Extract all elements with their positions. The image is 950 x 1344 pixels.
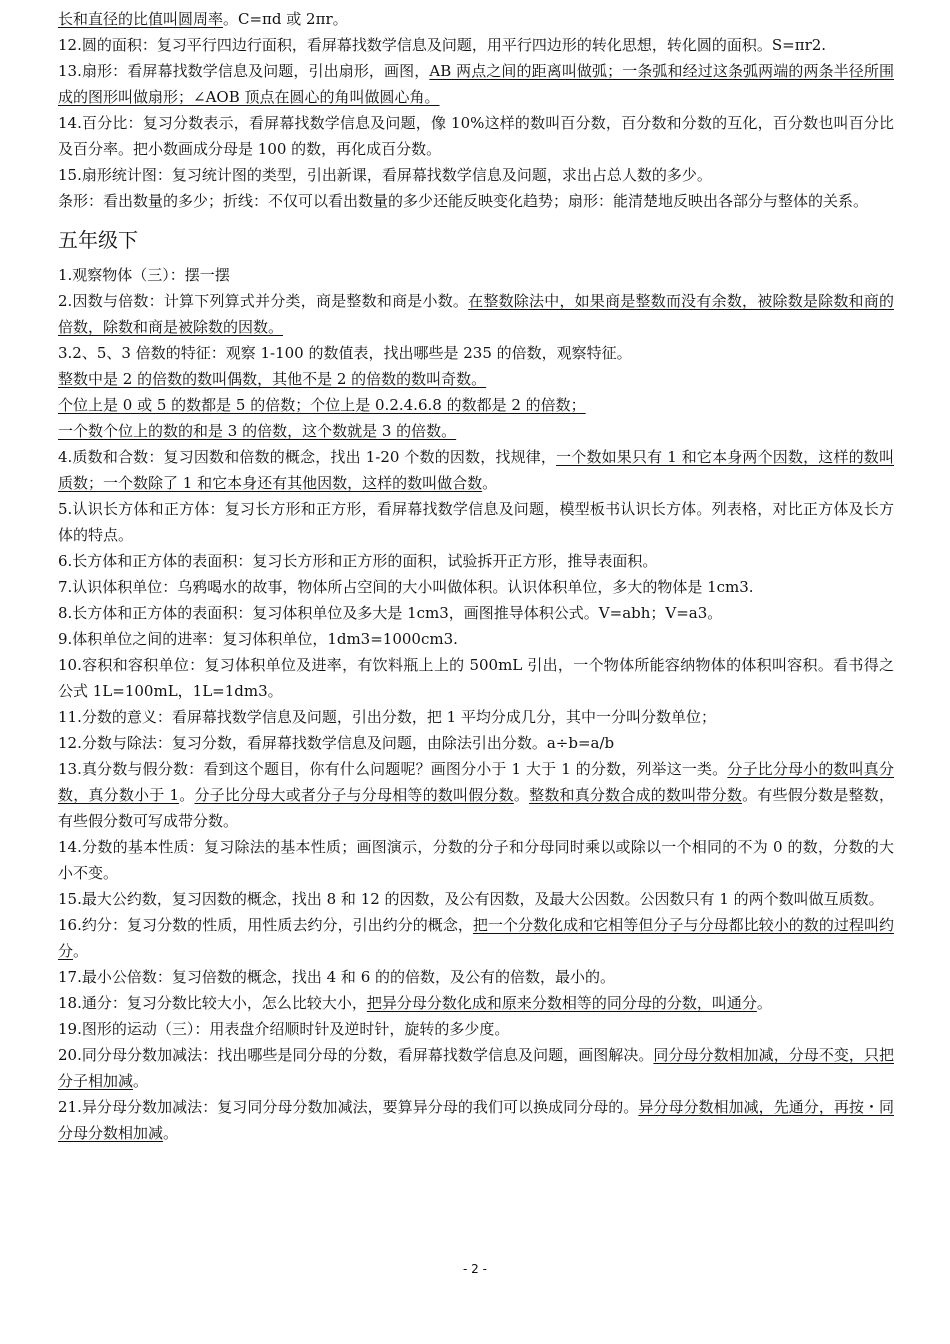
text: 。有些假分数是整数，有些假分数可写成带分数。 [58, 786, 894, 830]
text: 13.真分数与假分数：看到这个题目，你有什么问题呢？画图分小于 1 大于 1 的分数，列举这一类。 [58, 760, 728, 778]
item-19: 19.图形的运动（三）：用表盘介绍顺时针及逆时针，旋转的多少度。 [58, 1020, 510, 1038]
item-12: 12.分数与除法：复习分数，看屏幕找数学信息及问题，由除法引出分数。a÷b=a/b [58, 734, 615, 752]
underlined-text: 一个数个位上的数的和是 3 的倍数，这个数就是 3 的倍数。 [58, 422, 457, 440]
item-5: 5.认识长方体和正方体：复习长方形和正方形，看屏幕找数学信息及问题，模型板书认识长方体。列表格，对比正方体及长方体的特点。 [58, 500, 894, 544]
section-heading: 五年级下 [58, 228, 138, 252]
text: 21.异分母分数加减法：复习同分母分数加减法，要算异分母的我们可以换成同分母的。 [58, 1098, 639, 1116]
item-14: 14.分数的基本性质：复习除法的基本性质；画图演示，分数的分子和分母同时乘以或除以一个相同的不为 0 的数，分数的大小不变。 [58, 838, 894, 882]
paragraph-pie-chart: 15.扇形统计图：复习统计图的类型，引出新课，看屏幕找数学信息及问题，求出占总人数的多少。 [58, 166, 712, 184]
underlined-text: 分子比分母大或者分子与分母相等的数叫假分数 [194, 786, 514, 804]
item-11: 11.分数的意义：看屏幕找数学信息及问题，引出分数，把 1 平均分成几分，其中一分叫分数单位； [58, 708, 716, 726]
item-3: 3.2、5、3 倍数的特征：观察 1-100 的数值表，找出哪些是 235 的倍数，观察特征。 [58, 344, 632, 362]
underlined-text: 长和直径的比值叫圆周率 [58, 10, 224, 28]
text: 。 [756, 994, 772, 1012]
item-3a [58, 366, 894, 392]
item-15: 15.最大公约数，复习因数的概念，找出 8 和 12 的因数，及公有因数，及最大公因数。公因数只有 1 的两个数叫做互质数。 [58, 890, 884, 908]
item-6: 6.长方体和正方体的表面积：复习长方形和正方形的面积，试验拆开正方形，推导表面积。 [58, 552, 658, 570]
item-4 [58, 444, 894, 496]
text: 18.通分：复习分数比较大小，怎么比较大小， [58, 994, 367, 1012]
paragraph-sector [58, 58, 894, 110]
document-body [58, 0, 894, 1146]
paragraph-circumference [58, 6, 894, 32]
item-21 [58, 1094, 894, 1146]
underlined-text: 把一个分数化成和它相等但分子与分母都比较小的数的过程叫约分 [58, 916, 894, 960]
text: 。 [73, 942, 89, 960]
item-9: 9.体积单位之间的进率：复习体积单位，1dm3=1000cm3. [58, 630, 458, 648]
underlined-text: 个位上是 0 或 5 的数都是 5 的倍数；个位上是 0.2.4.6.8 的数都是 2 的倍数； [58, 396, 586, 414]
text: 。 [482, 474, 498, 492]
item-10: 10.容积和容积单位：复习体积单位及进率，有饮料瓶上上的 500mL 引出，一个物体所能容纳物体的体积叫容积。看书得之公式 1L=100mL，1L=1dm3。 [58, 656, 894, 700]
item-16 [58, 912, 894, 964]
item-2 [58, 288, 894, 340]
text: 13.扇形：看屏幕找数学信息及问题，引出扇形，画图， [58, 62, 430, 80]
paragraph-chart-types: 条形：看出数量的多少；折线：不仅可以看出数量的多少还能反映变化趋势；扇形：能清楚地反映出各部分与整体的关系。 [58, 192, 869, 210]
underlined-text: 分子比分母小的数叫真分数，真分数小于 1 [58, 760, 894, 804]
item-7: 7.认识体积单位：乌鸦喝水的故事，物体所占空间的大小叫做体积。认识体积单位，多大的物体是 1cm3. [58, 578, 754, 596]
item-3c [58, 418, 894, 444]
underlined-text: AB 两点之间的距离叫做弧；一条弧和经过这条弧两端的两条半径所围成的图形叫做扇形；∠AOB 顶点在圆心的角叫做圆心角。 [58, 62, 894, 106]
text: 16.约分：复习分数的性质，用性质去约分，引出约分的概念， [58, 916, 473, 934]
text: 。 [513, 786, 530, 804]
item-18 [58, 990, 894, 1016]
item-20 [58, 1042, 894, 1094]
text: 2.因数与倍数：计算下列算式并分类，商是整数和商是小数。 [58, 292, 469, 310]
text: 。 [133, 1072, 149, 1090]
underlined-text: 整数和真分数合成的数叫带分数 [529, 786, 743, 804]
text: 。 [163, 1124, 179, 1142]
item-3b [58, 392, 894, 418]
paragraph-circle-area: 12.圆的面积：复习平行四边行面积，看屏幕找数学信息及问题，用平行四边形的转化思想，转化圆的面积。S=πr2. [58, 36, 827, 54]
underlined-text: 一个数如果只有 1 和它本身两个因数，这样的数叫质数；一个数除了 1 和它本身还有其他因数，这样的数叫做合数 [58, 448, 894, 492]
page-number: - 2 - [463, 1262, 487, 1276]
text: 4.质数和合数：复习因数和倍数的概念，找出 1-20 个数的因数，找规律， [58, 448, 557, 466]
item-17: 17.最小公倍数：复习倍数的概念，找出 4 和 6 的的倍数，及公有的倍数，最小的。 [58, 968, 616, 986]
text: 。 [179, 786, 195, 804]
underlined-text: 同分母分数相加减，分母不变，只把分子相加减 [58, 1046, 894, 1090]
underlined-text: 整数中是 2 的倍数的数叫偶数，其他不是 2 的倍数的数叫奇数。 [58, 370, 487, 388]
paragraph-percentage: 14.百分比：复习分数表示，看屏幕找数学信息及问题，像 10%这样的数叫百分数，百分数和分数的互化，百分数也叫百分比及百分率。把小数画成分母是 100 的数，再化成百分数。 [58, 114, 894, 158]
text: 20.同分母分数加减法：找出哪些是同分母的分数，看屏幕找数学信息及问题，画图解决。 [58, 1046, 654, 1064]
underlined-text: 把异分母分数化成和原来分数相等的同分母的分数，叫通分 [366, 994, 757, 1012]
item-1: 1.观察物体（三）：摆一摆 [58, 266, 230, 284]
text: 。C=πd 或 2πr。 [223, 10, 348, 28]
underlined-text: 在整数除法中，如果商是整数而没有余数，被除数是除数和商的倍数，除数和商是被除数的因数。 [58, 292, 894, 336]
underlined-text: 异分母分数相加减，先通分，再按・同分母分数相加减 [58, 1098, 894, 1142]
item-13 [58, 756, 894, 834]
item-8: 8.长方体和正方体的表面积：复习体积单位及多大是 1cm3，画图推导体积公式。V=abh；V=a3。 [58, 604, 723, 622]
